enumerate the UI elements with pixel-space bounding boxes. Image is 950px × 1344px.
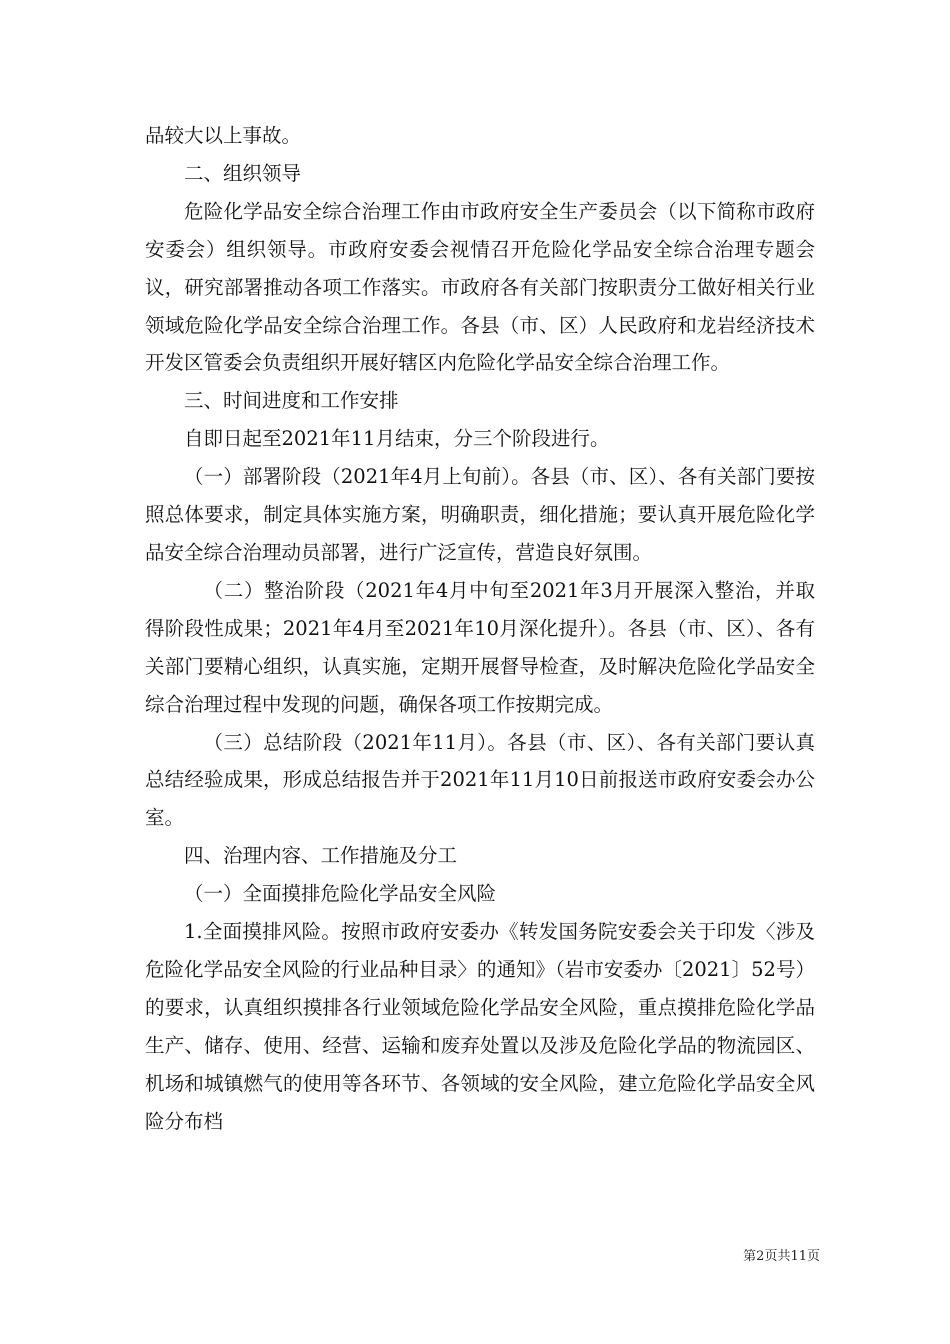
- paragraph: 品较大以上事故。: [145, 124, 302, 147]
- paragraph: 危险化学品安全综合治理工作由市政府安全生产委员会（以下简称市政府安委会）组织领导。市政府安委会视情召开危险化学品安全综合治理专题会议，研究部署推动各项工作落实。市政府各有关部门按职责分工做好相关行业领域危险化学品安全综合治理工作。各县（市、区）人民政府和龙岩经济技术开发区管委会负责组织开展好辖区内危险化学品安全综合治理工作。: [145, 199, 815, 375]
- section-heading-schedule: 三、时间进度和工作安排: [184, 389, 399, 413]
- subsection-heading: （一）全面摸排危险化学品安全风险: [184, 882, 497, 906]
- section-heading-measures: 四、治理内容、工作措施及分工: [184, 844, 458, 868]
- document-body: [145, 117, 815, 1140]
- section-heading-organization: 二、组织领导: [184, 161, 302, 185]
- paragraph: （二）整治阶段（2021年4月中旬至2021年3月开展深入整治，并取得阶段性成果；2021年4月至2021年10月深化提升）。各县（市、区）、各有关部门要精心组织，认真实施，定期开展督导检查，及时解决危险化学品安全综合治理过程中发现的问题，确保各项工作按期完成。: [145, 578, 815, 716]
- page-number: 第2页共11页: [743, 1249, 820, 1264]
- paragraph: 1.全面摸排风险。按照市政府安委办《转发国务院安委会关于印发〈涉及危险化学品安全风险的行业品种目录〉的通知》（岩市安委办〔2021〕52号）的要求，认真组织摸排各行业领域危险化学品安全风险，重点摸排危险化学品生产、储存、使用、经营、运输和废弃处置以及涉及危险化学品的物流园区、机场和城镇燃气的使用等各环节、各领域的安全风险，建立危险化学品安全风险分布档: [145, 920, 815, 1133]
- paragraph: 自即日起至2021年11月结束，分三个阶段进行。: [184, 427, 610, 451]
- paragraph: （一）部署阶段（2021年4月上旬前）。各县（市、区）、各有关部门要按照总体要求，制定具体实施方案，明确职责，细化措施；要认真开展危险化学品安全综合治理动员部署，进行广泛宣传，营造良好氛围。: [145, 465, 815, 564]
- paragraph: （三）总结阶段（2021年11月）。各县（市、区）、各有关部门要认真总结经验成果，形成总结报告并于2021年11月10日前报送市政府安委会办公室。: [145, 730, 815, 830]
